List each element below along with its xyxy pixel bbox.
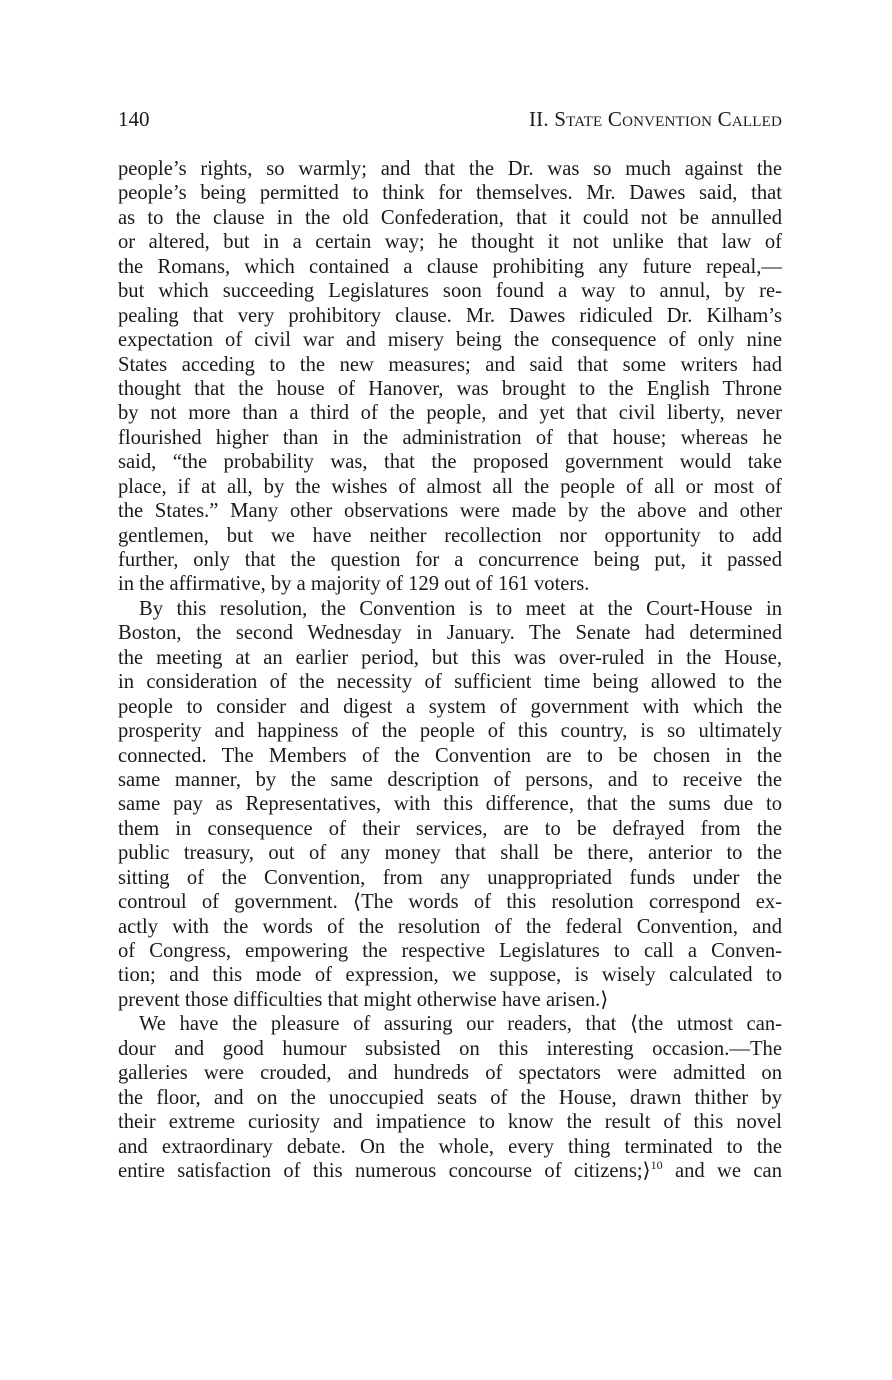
text-line: and extraordinary debate. On the whole, every thing terminated to the — [118, 1135, 782, 1158]
text-line: actly with the words of the resolution of the federal Convention, and — [118, 915, 782, 938]
text-line: controul of government. ⟨The words of this resolution correspond ex- — [118, 891, 782, 914]
body-text — [118, 157, 782, 1183]
text-segment: and we can — [662, 1159, 782, 1182]
text-line: the States.” Many other observations were made by the above and other — [118, 500, 782, 523]
text-line: tion; and this mode of expression, we suppose, is wisely calculated to — [118, 964, 782, 987]
page-number: 140 — [118, 107, 150, 131]
text-line: the floor, and on the unoccupied seats of the House, drawn thither by — [118, 1086, 782, 1109]
text-line: same manner, by the same description of persons, and to receive the — [118, 768, 782, 791]
paragraph-3 — [118, 1012, 782, 1183]
text-line: or altered, but in a certain way; he thought it not unlike that law of — [118, 231, 782, 254]
text-line: people to consider and digest a system of government with which the — [118, 695, 782, 718]
text-line: dour and good humour subsisted on this interesting occasion.—The — [118, 1037, 782, 1060]
text-line: public treasury, out of any money that shall be there, anterior to the — [118, 842, 782, 865]
text-line: as to the clause in the old Confederation, that it could not be annulled — [118, 206, 782, 229]
text-line: We have the pleasure of assuring our readers, that ⟨the utmost can- — [139, 1013, 782, 1036]
text-line: same pay as Representatives, with this difference, that the sums due to — [118, 793, 782, 816]
text-line: said, “the probability was, that the proposed government would take — [118, 451, 782, 474]
text-line: in the affirmative, by a majority of 129 out of 161 voters. — [118, 573, 590, 596]
text-line: further, only that the question for a concurrence being put, it passed — [118, 549, 782, 571]
text-line: by not more than a third of the people, and yet that civil liberty, never — [118, 402, 782, 425]
text-line: By this resolution, the Convention is to meet at the Court-House in — [139, 597, 782, 620]
text-segment: entire satisfaction of this numerous concourse of citizens;⟩ — [118, 1159, 651, 1182]
text-line: of Congress, empowering the respective Legislatures to call a Conven- — [118, 940, 782, 962]
paragraph-2 — [118, 597, 782, 1012]
text-line: but which succeeding Legislatures soon found a way to annul, by re- — [118, 280, 782, 303]
text-line: connected. The Members of the Convention are to be chosen in the — [118, 744, 782, 767]
section-title: II. State Convention Called — [528, 107, 782, 131]
text-line: the meeting at an earlier period, but this was over-ruled in the House, — [118, 646, 782, 669]
text-line: States acceding to the new measures; and said that some writers had — [118, 353, 782, 376]
text-line: pealing that very prohibitory clause. Mr. Dawes ridiculed Dr. Kilham’s — [118, 304, 782, 327]
text-line: the Romans, which contained a clause prohibiting any future repeal,— — [118, 255, 782, 278]
text-line: flourished higher than in the administration of that house; whereas he — [118, 426, 782, 449]
text-line: prevent those difficulties that might otherwise have arisen.⟩ — [118, 988, 609, 1011]
text-line: Boston, the second Wednesday in January. The Senate had determined — [118, 622, 782, 645]
text-line: people’s being permitted to think for themselves. Mr. Dawes said, that — [118, 182, 782, 205]
text-line: in consideration of the necessity of sufficient time being allowed to the — [118, 671, 782, 694]
text-line: them in consequence of their services, are to be defrayed from the — [118, 817, 782, 840]
text-line: thought that the house of Hanover, was brought to the English Throne — [118, 377, 782, 400]
running-head — [118, 104, 782, 134]
paragraph-1 — [118, 157, 782, 597]
text-line: their extreme curiosity and impatience to know the result of this novel — [118, 1111, 782, 1134]
text-line: prosperity and happiness of the people of this country, is so ultimately — [118, 720, 782, 743]
text-line: people’s rights, so warmly; and that the Dr. was so much against the — [118, 158, 782, 180]
text-line: galleries were crouded, and hundreds of spectators were admitted on — [118, 1062, 782, 1085]
text-line: place, if at all, by the wishes of almost all the people of all or most of — [118, 475, 782, 498]
text-line-final — [118, 1159, 782, 1183]
footnote-marker[interactable]: 10 — [650, 1158, 663, 1173]
text-line: gentlemen, but we have neither recollection nor opportunity to add — [118, 524, 782, 547]
text-line: sitting of the Convention, from any unappropriated funds under the — [118, 866, 782, 889]
text-line: expectation of civil war and misery being the consequence of only nine — [118, 329, 782, 352]
